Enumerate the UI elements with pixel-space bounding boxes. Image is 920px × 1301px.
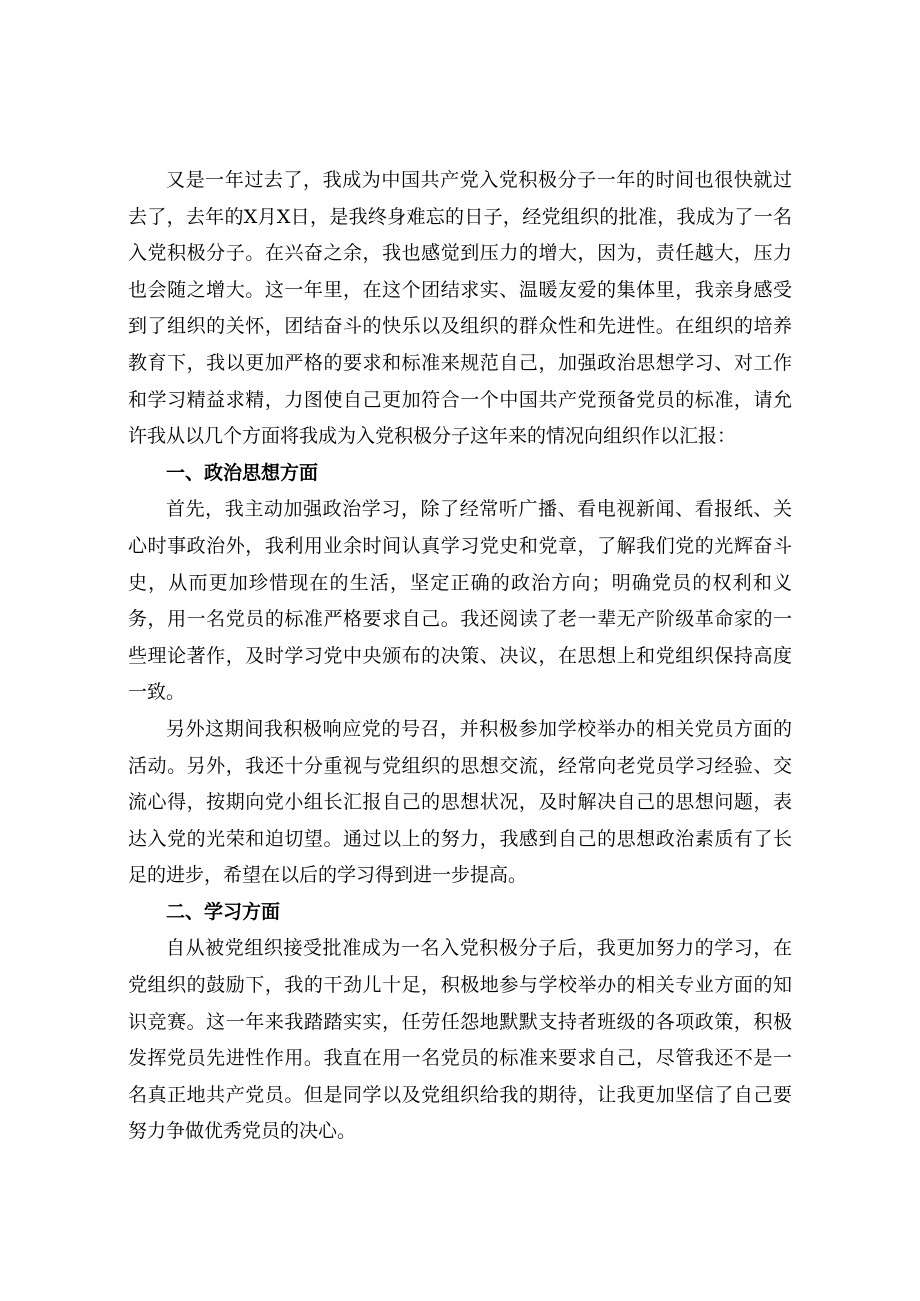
intro-paragraph: 又是一年过去了，我成为中国共产党入党积极分子一年的时间也很快就过去了，去年的X月X日，是我终身难忘的日子，经党组织的批准，我成为了一名入党积极分子。在兴奋之余，我也感觉到压力的增大，因为，责任越大，压力也会随之增大。这一年里，在这个团结求实、温暖友爱的集体里，我亲身感受到了组织的关怀，团结奋斗的快乐以及组织的群众性和先进性。在组织的培养教育下，我以更加严格的要求和标准来规范自己，加强政治思想学习、对工作和学习精益求精，力图使自己更加符合一个中国共产党预备党员的标准，请允许我从以几个方面将我成为入党积极分子这年来的情况向组织作以汇报： [128,169,792,448]
section-heading-political: 一、政治思想方面 [166,461,319,484]
political-paragraph-1: 首先，我主动加强政治学习，除了经常听广播、看电视新闻、看报纸、关心时事政治外，我利用业余时间认真学习党史和党章，了解我们党的光辉奋斗史，从而更加珍惜现在的生活，坚定正确的政治方向；明确党员的权利和义务，用一名党员的标准严格要求自己。我还阅读了老一辈无产阶级革命家的一些理论著作，及时学习党中央颁布的决策、决议，在思想上和党组织保持高度一致。 [128,498,792,704]
section-heading-study: 二、学习方面 [166,900,281,923]
political-paragraph-2: 另外这期间我积极响应党的号召，并积极参加学校举办的相关党员方面的活动。另外，我还十分重视与党组织的思想交流，经常向老党员学习经验、交流心得，按期向党小组长汇报自己的思想状况，及时解决自己的思想问题，表达入党的光荣和迫切望。通过以上的努力，我感到自己的思想政治素质有了长足的进步，希望在以后的学习得到进一步提高。 [128,717,792,887]
document-body [128,162,792,1150]
study-paragraph-1: 自从被党组织接受批准成为一名入党积极分子后，我更加努力的学习，在党组织的鼓励下，我的干劲儿十足，积极地参与学校举办的相关专业方面的知识竞赛。这一年来我踏踏实实，任劳任怨地默默支持者班级的各项政策，积极发挥党员先进性作用。我直在用一名党员的标准来要求自己，尽管我还不是一名真正地共产党员。但是同学以及党组织给我的期待，让我更加坚信了自己要努力争做优秀党员的决心。 [128,937,792,1143]
